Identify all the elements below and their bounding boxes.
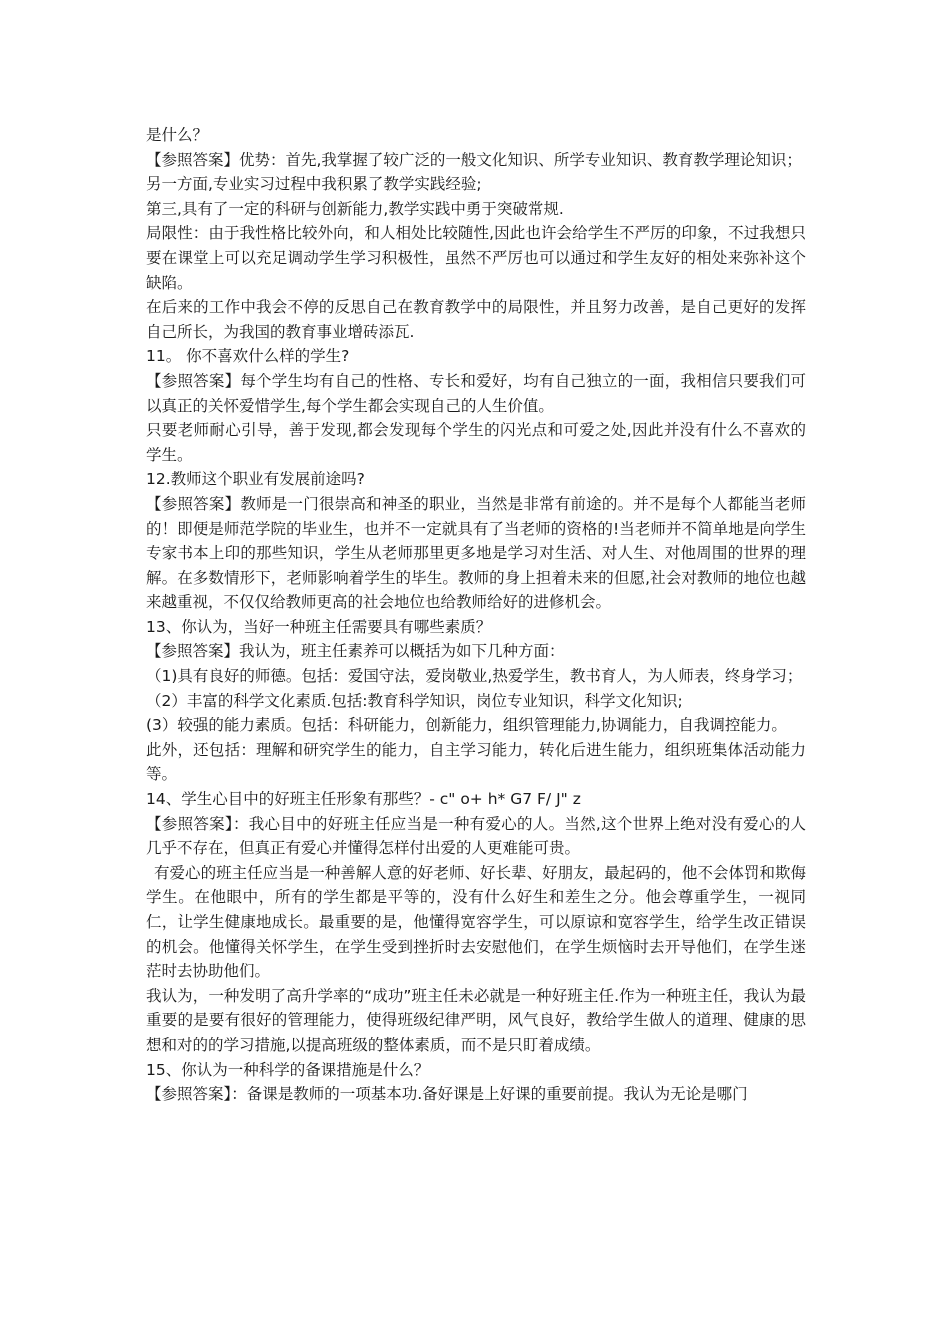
paragraph-1: 是什么？ [146, 126, 209, 144]
paragraph-21: 我认为，一种发明了高升学率的“成功”班主任未必就是一种好班主任.作为一种班主任，我认为最重要的是要有很好的管理能力，使得班级纪律严明，风气良好，教给学生做人的道理、健康的思想和对的的学习措施,以提高班级的整体素质，而不是只盯着成绩。 [146, 986, 806, 1054]
question-15-heading: 15、你认为一种科学的备课措施是什么？ [146, 1060, 430, 1079]
list-item-1: （1)具有良好的师德。包括：爱国守法，爱岗敬业,热爱学生，教书育人，为人师表，终身学习； [146, 667, 803, 686]
list-item-3: (3）较强的能力素质。包括：科研能力，创新能力，组织管理能力,协调能力，自我调控能力。 [146, 716, 787, 735]
paragraph-9: 只要老师耐心引导，善于发现,都会发现每个学生的闪光点和可爱之处,因此并没有什么不喜欢的学生。 [146, 421, 806, 464]
paragraph-4: 第三,具有了一定的科研与创新能力,教学实践中勇于突破常规. [146, 199, 564, 218]
question-11-heading: 11。 你不喜欢什么样的学生? [146, 347, 350, 366]
paragraph-8: 【参照答案】每个学生均有自己的性格、专长和爱好，均有自己独立的一面，我相信只要我们可以真正的关怀爱惜学生,每个学生都会实现自己的人生价值。 [146, 371, 806, 415]
paragraph-5: 局限性：由于我性格比较外向，和人相处比较随性,因此也许会给学生不严厉的印象，不过我想只要在课堂上可以充足调动学生学习积极性，虽然不严厉也可以通过和学生友好的相处来弥补这个缺陷。 [146, 224, 806, 292]
paragraph-17: 此外，还包括：理解和研究学生的能力，自主学习能力，转化后进生能力，组织班集体活动能力等。 [146, 740, 806, 784]
question-14-heading: 14、学生心目中的好班主任形象有那些？- c" o+ h* G7 F/ J" z [146, 790, 581, 809]
paragraph-11: 【参照答案】教师是一门很崇高和神圣的职业，当然是非常有前途的。并不是每个人都能当老师的！即便是师范学院的毕业生，也并不一定就具有了当老师的资格的!当老师并不简单地是向学生专家书本上印的那些知识，学生从老师那里更多地是学习对生活、对人生、对他周围的世界的理解。在多数情形下，老师影响着学生的毕生。教师的身上担着未来的但愿,社会对教师的地位也越来越重视，不仅仅给教师更高的社会地位也给教师给好的进修机会。 [146, 494, 806, 612]
paragraph-23: 【参照答案】：备课是教师的一项基本功.备好课是上好课的重要前提。我认为无论是哪门 [146, 1085, 748, 1104]
question-13-heading: 13、你认为，当好一种班主任需要具有哪些素质？ [146, 617, 492, 636]
paragraph-13: 【参照答案】我认为，班主任素养可以概括为如下几种方面： [146, 642, 565, 661]
paragraph-20: 有爱心的班主任应当是一种善解人意的好老师、好长辈、好朋友，最起码的，他不会体罚和欺侮学生。在他眼中，所有的学生都是平等的，没有什么好生和差生之分。他会尊重学生，一视同仁，让学生健康地成长。最重要的是，他懂得宽容学生，可以原谅和宽容学生，给学生改正错误的机会。他懂得关怀学生，在学生受到挫折时去安慰他们，在学生烦恼时去开导他们，在学生迷茫时去协助他们。 [146, 863, 806, 981]
paragraph-6: 在后来的工作中我会不停的反思自己在教育教学中的局限性，并且努力改善，是自己更好的发挥自己所长，为我国的教育事业增砖添瓦. [146, 298, 806, 341]
paragraph-19: 【参照答案】：我心目中的好班主任应当是一种有爱心的人。当然,这个世界上绝对没有爱心的人几乎不存在，但真正有爱心并懂得怎样付出爱的人更难能可贵。 [146, 814, 806, 858]
list-item-2: （2）丰富的科学文化素质.包括:教育科学知识，岗位专业知识，科学文化知识; [146, 691, 683, 710]
question-12-heading: 12.教师这个职业有发展前途吗? [146, 470, 365, 489]
paragraph-2: 【参照答案】优势：首先,我掌握了较广泛的一般文化知识、所学专业知识、教育教学理论知识； [146, 150, 802, 169]
paragraph-3: 另一方面,专业实习过程中我积累了教学实践经验; [146, 175, 482, 194]
